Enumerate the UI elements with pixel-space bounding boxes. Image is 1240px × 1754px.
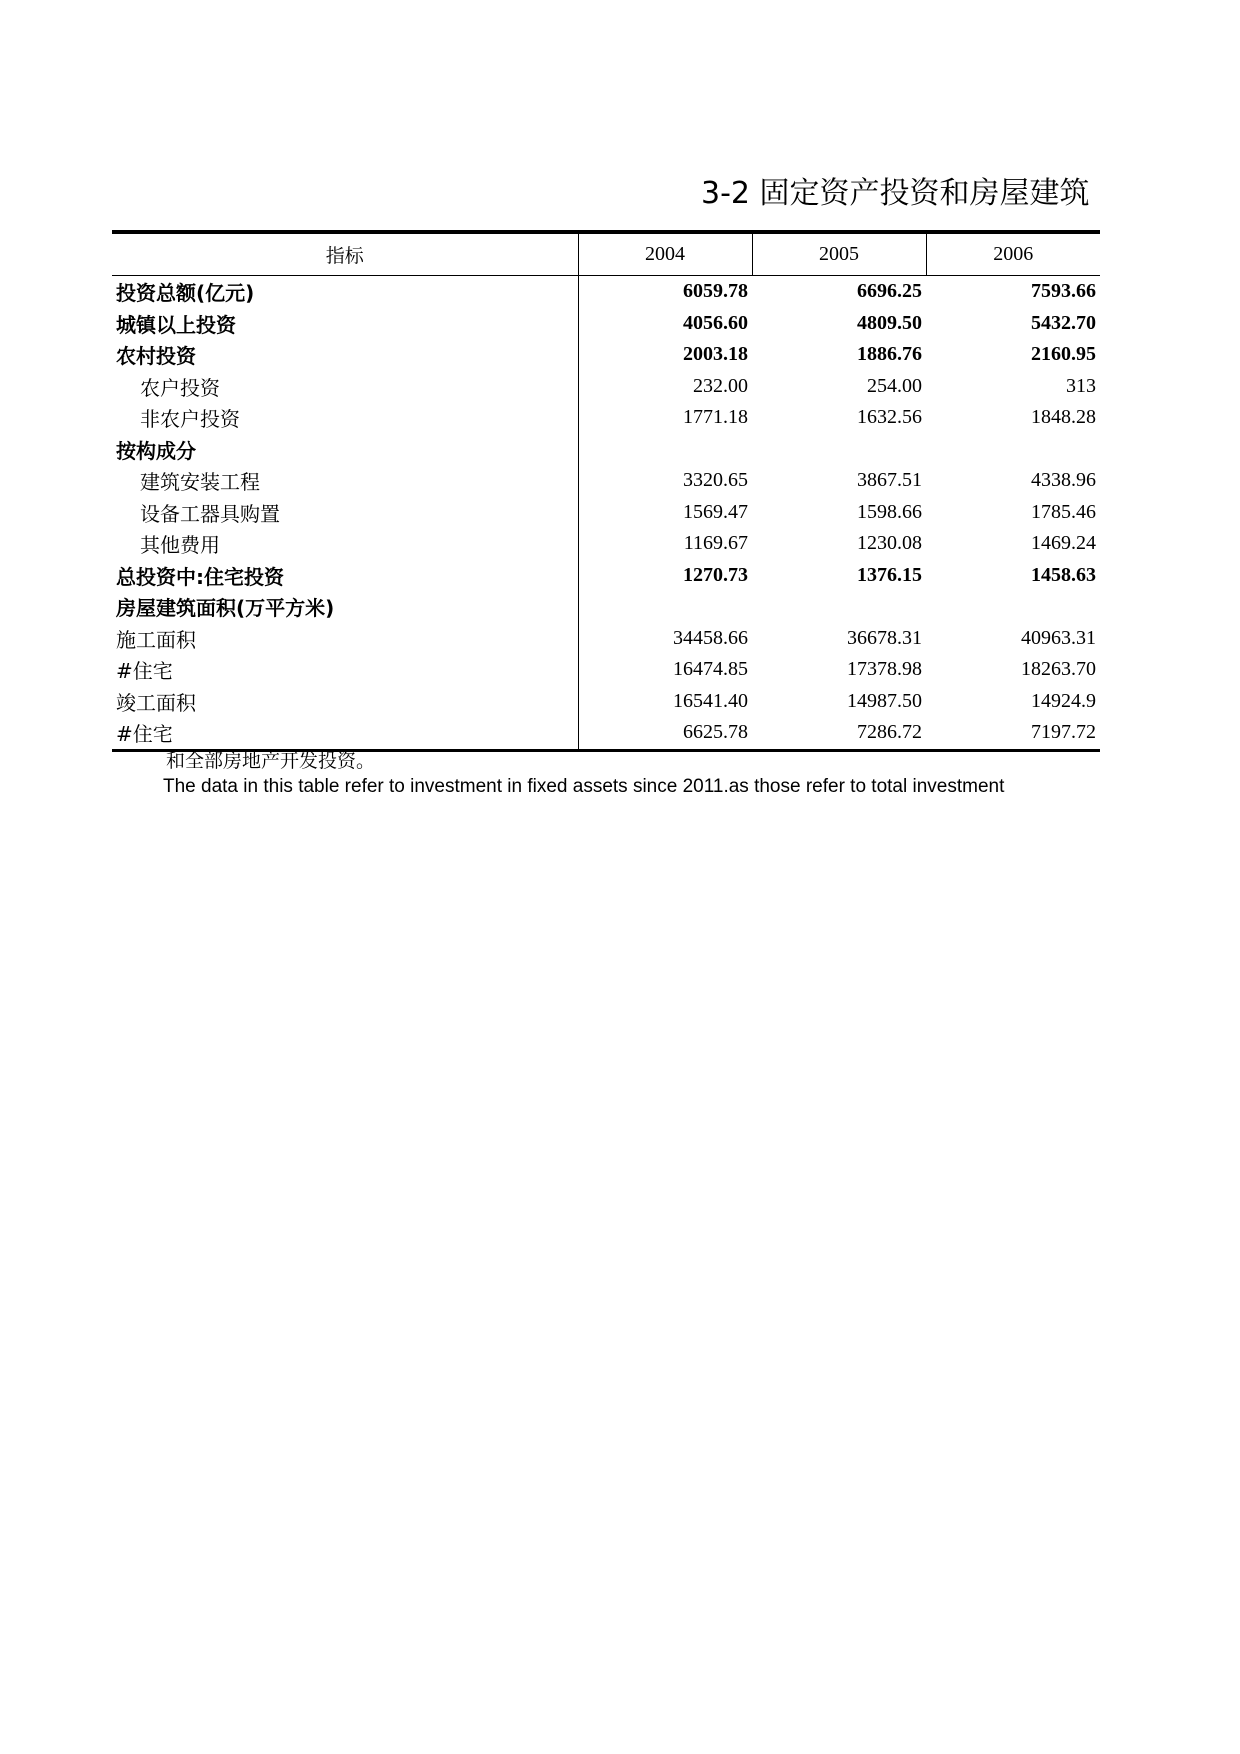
cell-value: 1270.73 [578,560,752,592]
cell-value: 1771.18 [578,402,752,434]
cell-value [926,591,1100,623]
cell-value: 1458.63 [1031,563,1096,586]
table-row [112,623,1100,655]
table-row [112,591,1100,623]
cell-value: 1169.67 [578,528,752,560]
cell-value: 7197.72 [926,717,1100,750]
table-row [112,434,1100,466]
table-body [112,276,1100,751]
cell-value: 16541.40 [578,686,752,718]
cell-value: 2003.18 [578,339,752,371]
cell-value: 40963.31 [1021,626,1096,649]
cell-value: 3320.65 [578,465,752,497]
cell-value: 1230.08 [857,532,922,555]
row-label: 农村投资 [116,344,196,369]
table-row [112,308,1100,340]
cell-value [578,591,752,623]
cell-value: 1569.47 [578,497,752,529]
cell-value: 6625.78 [578,717,752,750]
cell-value: 232.00 [578,371,752,403]
row-label: 施工面积 [116,627,196,652]
cell-value: 18263.70 [1021,658,1096,681]
cell-value: 1632.56 [857,406,922,429]
header-indicator: 指标 [112,232,578,276]
cell-value [926,434,1100,466]
cell-value: 36678.31 [847,626,922,649]
cell-value: 313 [1066,374,1096,397]
table-row [112,465,1100,497]
table-row [112,339,1100,371]
cell-value: 1848.28 [1031,406,1096,429]
row-label: 按构成分 [116,438,196,463]
row-label: 城镇以上投资 [116,312,236,337]
page-title: 3-2 固定资产投资和房屋建筑 [701,176,1090,211]
table-row [112,528,1100,560]
row-label: 其他费用 [140,533,220,558]
row-label: 总投资中:住宅投资 [116,564,284,589]
table-row [112,497,1100,529]
cell-value: 4338.96 [1031,469,1096,492]
row-label: 建筑安装工程 [140,470,260,495]
cell-value: 14987.50 [847,689,922,712]
table-row [112,276,1100,308]
row-label: 非农户投资 [140,407,240,432]
row-label: #住宅 [112,717,578,750]
cell-value: 1376.15 [857,563,922,586]
header-year-2004: 2004 [578,232,752,276]
cell-value: 4809.50 [857,311,922,334]
row-label: 竣工面积 [116,690,196,715]
data-table-container [112,230,1100,752]
table-row [112,654,1100,686]
table-row [112,371,1100,403]
footnote-english: The data in this table refer to investment in fixed assets since 2011.as those refer to total investment [163,776,1005,797]
cell-value: 4056.60 [578,308,752,340]
cell-value: 1469.24 [1031,532,1096,555]
footnote-chinese: 和全部房地产开发投资。 [166,750,376,772]
cell-value [752,591,926,623]
cell-value: 7286.72 [752,717,926,750]
table-row [112,717,1100,750]
cell-value: 5432.70 [1031,311,1096,334]
cell-value: 16474.85 [578,654,752,686]
table-row [112,686,1100,718]
cell-value: 1886.76 [857,343,922,366]
cell-value: 17378.98 [847,658,922,681]
row-label: 投资总额(亿元) [116,281,255,306]
row-label: 设备工器具购置 [140,501,280,526]
row-label: 农户投资 [140,375,220,400]
cell-value: 34458.66 [578,623,752,655]
row-label: 房屋建筑面积(万平方米) [116,596,335,621]
table-row [112,402,1100,434]
cell-value: 6696.25 [857,280,922,303]
table-row [112,560,1100,592]
header-year-2006: 2006 [926,232,1100,276]
header-row [112,232,1100,276]
cell-value: 3867.51 [857,469,922,492]
cell-value: 2160.95 [1031,343,1096,366]
cell-value: 1785.46 [1031,500,1096,523]
cell-value: 14924.9 [1031,689,1096,712]
cell-value: 1598.66 [857,500,922,523]
cell-value [578,434,752,466]
cell-value [752,434,926,466]
cell-value: 6059.78 [578,276,752,308]
cell-value: 254.00 [867,374,922,397]
investment-table [112,230,1100,752]
header-year-2005: 2005 [752,232,926,276]
cell-value: 7593.66 [1031,280,1096,303]
row-label: #住宅 [116,659,173,684]
